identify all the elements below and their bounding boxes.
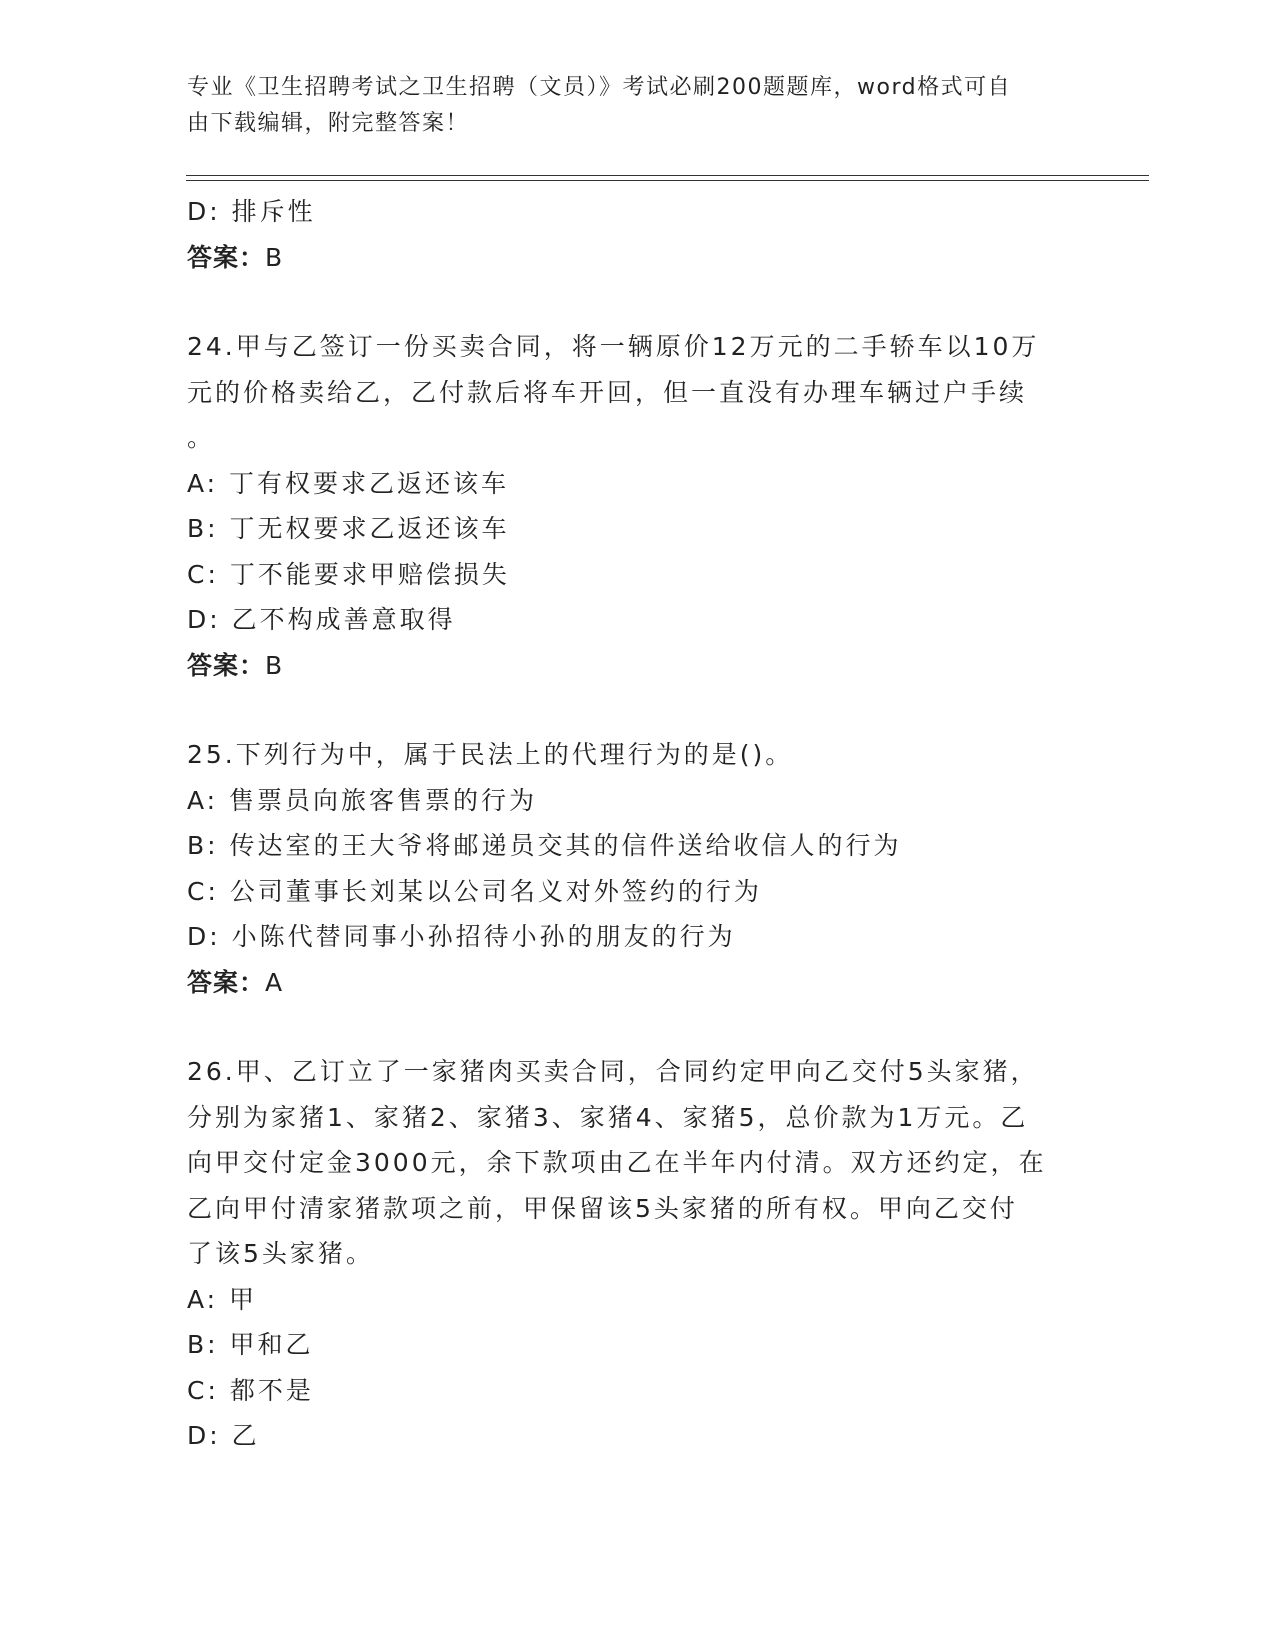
question-stem-line: 。 — [187, 423, 216, 452]
option-b: B: 传达室的王大爷将邮递员交其的信件送给收信人的行为 — [187, 831, 902, 860]
option-c: C: 都不是 — [187, 1375, 314, 1405]
option-a: A: 甲 — [187, 1284, 258, 1314]
answer-label: 答案： — [187, 650, 266, 680]
question-stem-line: 24.甲与乙签订一份买卖合同，将一辆原价12万元的二手轿车以10万 — [187, 332, 1040, 361]
spacer — [187, 1005, 1087, 1049]
question-stem-line: 分别为家猪1、家猪2、家猪3、家猪4、家猪5，总价款为1万元。乙 — [187, 1102, 1029, 1132]
spacer — [187, 280, 1087, 324]
answer-line — [187, 960, 1087, 1006]
option-b: B: 丁无权要求乙返还该车 — [187, 514, 510, 543]
option-a: A: 丁有权要求乙返还该车 — [187, 468, 510, 498]
answer-label: 答案： — [187, 242, 266, 272]
header-divider — [186, 175, 1149, 181]
option-c: C: 公司董事长刘某以公司名义对外签约的行为 — [187, 876, 762, 906]
option-b: B: 甲和乙 — [187, 1330, 314, 1359]
question-stem-line: 25.下列行为中，属于民法上的代理行为的是()。 — [187, 740, 794, 769]
question-stem-line: 乙向甲付清家猪款项之前，甲保留该5头家猪的所有权。甲向乙交付 — [187, 1193, 1018, 1223]
option-d: D: 小陈代替同事小孙招待小孙的朋友的行为 — [187, 922, 736, 951]
answer-value: B — [265, 650, 284, 680]
question-stem-line: 26.甲、乙订立了一家猪肉买卖合同，合同约定甲向乙交付5头家猪， — [187, 1057, 1039, 1086]
option-d: D: 乙不构成善意取得 — [187, 605, 456, 634]
spacer — [187, 688, 1087, 732]
question-stem-line: 向甲交付定金3000元，余下款项由乙在半年内付清。双方还约定，在 — [187, 1148, 1047, 1177]
option-d: D: 乙 — [187, 1421, 260, 1450]
header-line-2: 由下载编辑，附完整答案！ — [187, 111, 470, 136]
answer-label: 答案： — [187, 967, 266, 997]
question-24 — [187, 324, 1087, 688]
option-c: C: 丁不能要求甲赔偿损失 — [187, 559, 510, 589]
answer-line — [187, 235, 1087, 281]
answer-value: A — [265, 967, 284, 997]
answer-line — [187, 643, 1087, 689]
question-25 — [187, 732, 1087, 1005]
question-stem-line: 元的价格卖给乙，乙付款后将车开回，但一直没有办理车辆过户手续 — [187, 377, 1028, 407]
document-body — [187, 189, 1087, 1459]
question-stem-line: 了该5头家猪。 — [187, 1239, 374, 1268]
option-d: D: 排斥性 — [187, 197, 316, 226]
header-line-1: 专业《卫生招聘考试之卫生招聘（文员）》考试必刷200题题库，word格式可自 — [187, 75, 1012, 100]
page-header — [187, 70, 1087, 142]
previous-question — [187, 189, 1087, 280]
answer-value: B — [265, 242, 284, 272]
question-26 — [187, 1049, 1087, 1459]
option-a: A: 售票员向旅客售票的行为 — [187, 785, 538, 815]
